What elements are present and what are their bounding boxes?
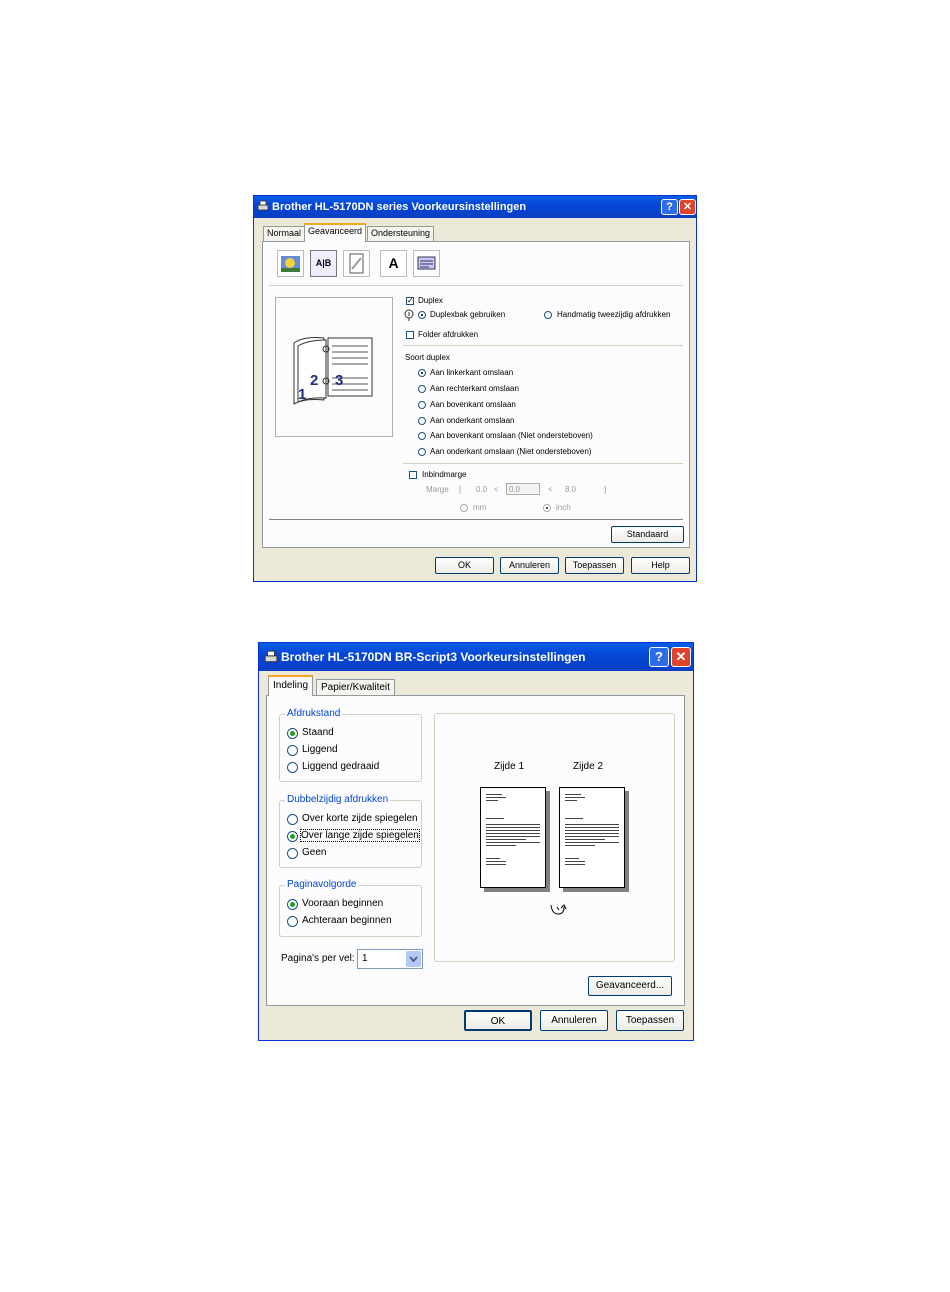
section-divider xyxy=(403,345,683,346)
page-number-1: 1 xyxy=(298,386,307,403)
page-setup-tool-icon[interactable]: A xyxy=(380,250,407,277)
tab-panel xyxy=(266,695,685,1006)
ok-button[interactable]: OK xyxy=(464,1010,532,1031)
preview-area xyxy=(434,713,675,962)
rotated-landscape-label: Liggend gedraaid xyxy=(302,761,380,772)
bottom-divider xyxy=(269,519,683,520)
margin-input-value: 0.0 xyxy=(509,485,521,494)
no-duplex-radio[interactable] xyxy=(287,848,298,859)
help-title-button[interactable]: ? xyxy=(649,647,669,667)
unit-mm-label: mm xyxy=(473,503,487,512)
duplex-settings-dialog xyxy=(253,195,697,582)
tab-normaal[interactable]: Normaal xyxy=(263,226,305,241)
close-button[interactable]: ✕ xyxy=(679,199,696,215)
help-title-button[interactable]: ? xyxy=(661,199,678,215)
no-duplex-label: Geen xyxy=(302,847,327,858)
printer-icon xyxy=(264,650,278,664)
page-number-2: 2 xyxy=(310,372,319,389)
orientation-title: Afdrukstand xyxy=(287,708,341,719)
duplex-type-radio-3[interactable] xyxy=(418,401,426,409)
margin-bracket-close: ] xyxy=(604,485,607,494)
close-button[interactable]: ✕ xyxy=(671,647,691,667)
landscape-label: Liggend xyxy=(302,744,338,755)
margin-less-than-1: < xyxy=(494,485,499,494)
apply-button[interactable]: Toepassen xyxy=(616,1010,684,1031)
margin-less-than-2: < xyxy=(548,485,553,494)
ok-button[interactable]: OK xyxy=(435,557,494,574)
margin-label: Marge xyxy=(426,485,449,494)
margin-bracket-open: [ xyxy=(459,485,462,494)
tab-indeling[interactable]: Indeling xyxy=(268,675,313,696)
duplex-unit-label: Duplexbak gebruiken xyxy=(430,310,506,319)
duplex-tool-icon[interactable]: A|B xyxy=(310,250,337,277)
tab-geavanceerd[interactable]: Geavanceerd xyxy=(304,223,366,242)
apply-button[interactable]: Toepassen xyxy=(565,557,624,574)
back-to-front-label: Achteraan beginnen xyxy=(302,915,392,926)
portrait-radio[interactable] xyxy=(287,728,298,739)
duplex-type-radio-6[interactable] xyxy=(418,448,426,456)
pages-per-sheet-select[interactable] xyxy=(357,949,423,969)
booklet-preview-icon xyxy=(276,298,392,436)
cancel-button[interactable]: Annuleren xyxy=(500,557,559,574)
section-divider xyxy=(403,463,683,464)
duplex-type-label-4: Aan onderkant omslaan xyxy=(430,416,515,425)
toolbar-divider xyxy=(269,285,683,286)
title-bar xyxy=(259,643,693,671)
layout-settings-dialog xyxy=(258,642,694,1041)
manual-duplex-radio[interactable] xyxy=(544,311,552,319)
unit-inch-radio[interactable] xyxy=(543,504,551,512)
page-preview-1 xyxy=(480,787,546,888)
page-order-title: Paginavolgorde xyxy=(287,879,357,890)
duplex-type-radio-2[interactable] xyxy=(418,385,426,393)
short-edge-radio[interactable] xyxy=(287,814,298,825)
window-title: Brother HL-5170DN BR-Script3 Voorkeursinstellingen xyxy=(281,650,586,664)
pages-per-sheet-label: Pagina's per vel: xyxy=(281,953,355,964)
duplex-checkbox[interactable]: ✓ xyxy=(407,296,414,305)
long-edge-radio[interactable] xyxy=(287,831,298,842)
duplex-type-label-6: Aan onderkant omslaan (Niet ondersteboven) xyxy=(430,447,592,456)
page-preview-2 xyxy=(559,787,625,888)
margin-max: 8.0 xyxy=(565,485,577,494)
duplex-type-radio-5[interactable] xyxy=(418,432,426,440)
front-to-back-radio[interactable] xyxy=(287,899,298,910)
booklet-checkbox[interactable] xyxy=(406,331,414,339)
watermark-tool-icon[interactable] xyxy=(343,250,370,277)
duplex-type-label-2: Aan rechterkant omslaan xyxy=(430,384,519,393)
printer-icon xyxy=(257,200,269,212)
info-icon xyxy=(404,309,414,321)
duplex-type-label-1: Aan linkerkant omslaan xyxy=(430,368,514,377)
page-number-3: 3 xyxy=(335,372,344,389)
duplex-type-title: Soort duplex xyxy=(405,353,450,362)
binding-offset-label: Inbindmarge xyxy=(422,470,467,479)
tab-papier-kwaliteit[interactable]: Papier/Kwaliteit xyxy=(316,679,395,696)
unit-mm-radio[interactable] xyxy=(460,504,468,512)
duplex-title: Dubbelzijdig afdrukken xyxy=(287,794,389,805)
duplex-label: Duplex xyxy=(418,296,443,305)
duplex-type-label-5: Aan bovenkant omslaan (Niet ondersteboven) xyxy=(430,431,593,440)
booklet-label: Folder afdrukken xyxy=(418,330,479,339)
cancel-button[interactable]: Annuleren xyxy=(540,1010,608,1031)
duplex-type-label-3: Aan bovenkant omslaan xyxy=(430,400,516,409)
side1-label: Zijde 1 xyxy=(494,761,525,772)
portrait-label: Staand xyxy=(302,727,334,738)
unit-inch-label: inch xyxy=(556,503,571,512)
side2-label: Zijde 2 xyxy=(573,761,604,772)
front-to-back-label: Vooraan beginnen xyxy=(302,898,384,909)
tab-panel xyxy=(262,241,690,548)
default-button[interactable]: Standaard xyxy=(611,526,684,543)
duplex-unit-radio[interactable] xyxy=(418,311,426,319)
duplex-type-radio-1[interactable] xyxy=(418,369,426,377)
short-edge-label: Over korte zijde spiegelen xyxy=(302,813,418,824)
duplex-type-radio-4[interactable] xyxy=(418,417,426,425)
advanced-button[interactable]: Geavanceerd... xyxy=(588,976,672,996)
device-options-tool-icon[interactable] xyxy=(413,250,440,277)
page-order-group xyxy=(279,885,422,937)
manual-duplex-label: Handmatig tweezijdig afdrukken xyxy=(557,310,671,319)
window-title: Brother HL-5170DN series Voorkeursinstellingen xyxy=(272,201,527,213)
margin-min: 0.0 xyxy=(476,485,488,494)
rotated-landscape-radio[interactable] xyxy=(287,762,298,773)
title-bar xyxy=(254,196,696,218)
landscape-radio[interactable] xyxy=(287,745,298,756)
chevron-down-icon[interactable] xyxy=(406,951,421,967)
back-to-front-radio[interactable] xyxy=(287,916,298,927)
long-edge-label: Over lange zijde spiegelen xyxy=(301,830,419,841)
graphics-tool-icon[interactable] xyxy=(277,250,304,277)
pages-per-sheet-value: 1 xyxy=(362,953,368,964)
margin-input[interactable] xyxy=(506,483,540,495)
flip-arrow-icon xyxy=(548,901,568,917)
help-button[interactable]: Help xyxy=(631,557,690,574)
tab-ondersteuning[interactable]: Ondersteuning xyxy=(367,226,434,241)
duplex-preview xyxy=(275,297,393,437)
binding-offset-checkbox[interactable] xyxy=(409,471,417,479)
